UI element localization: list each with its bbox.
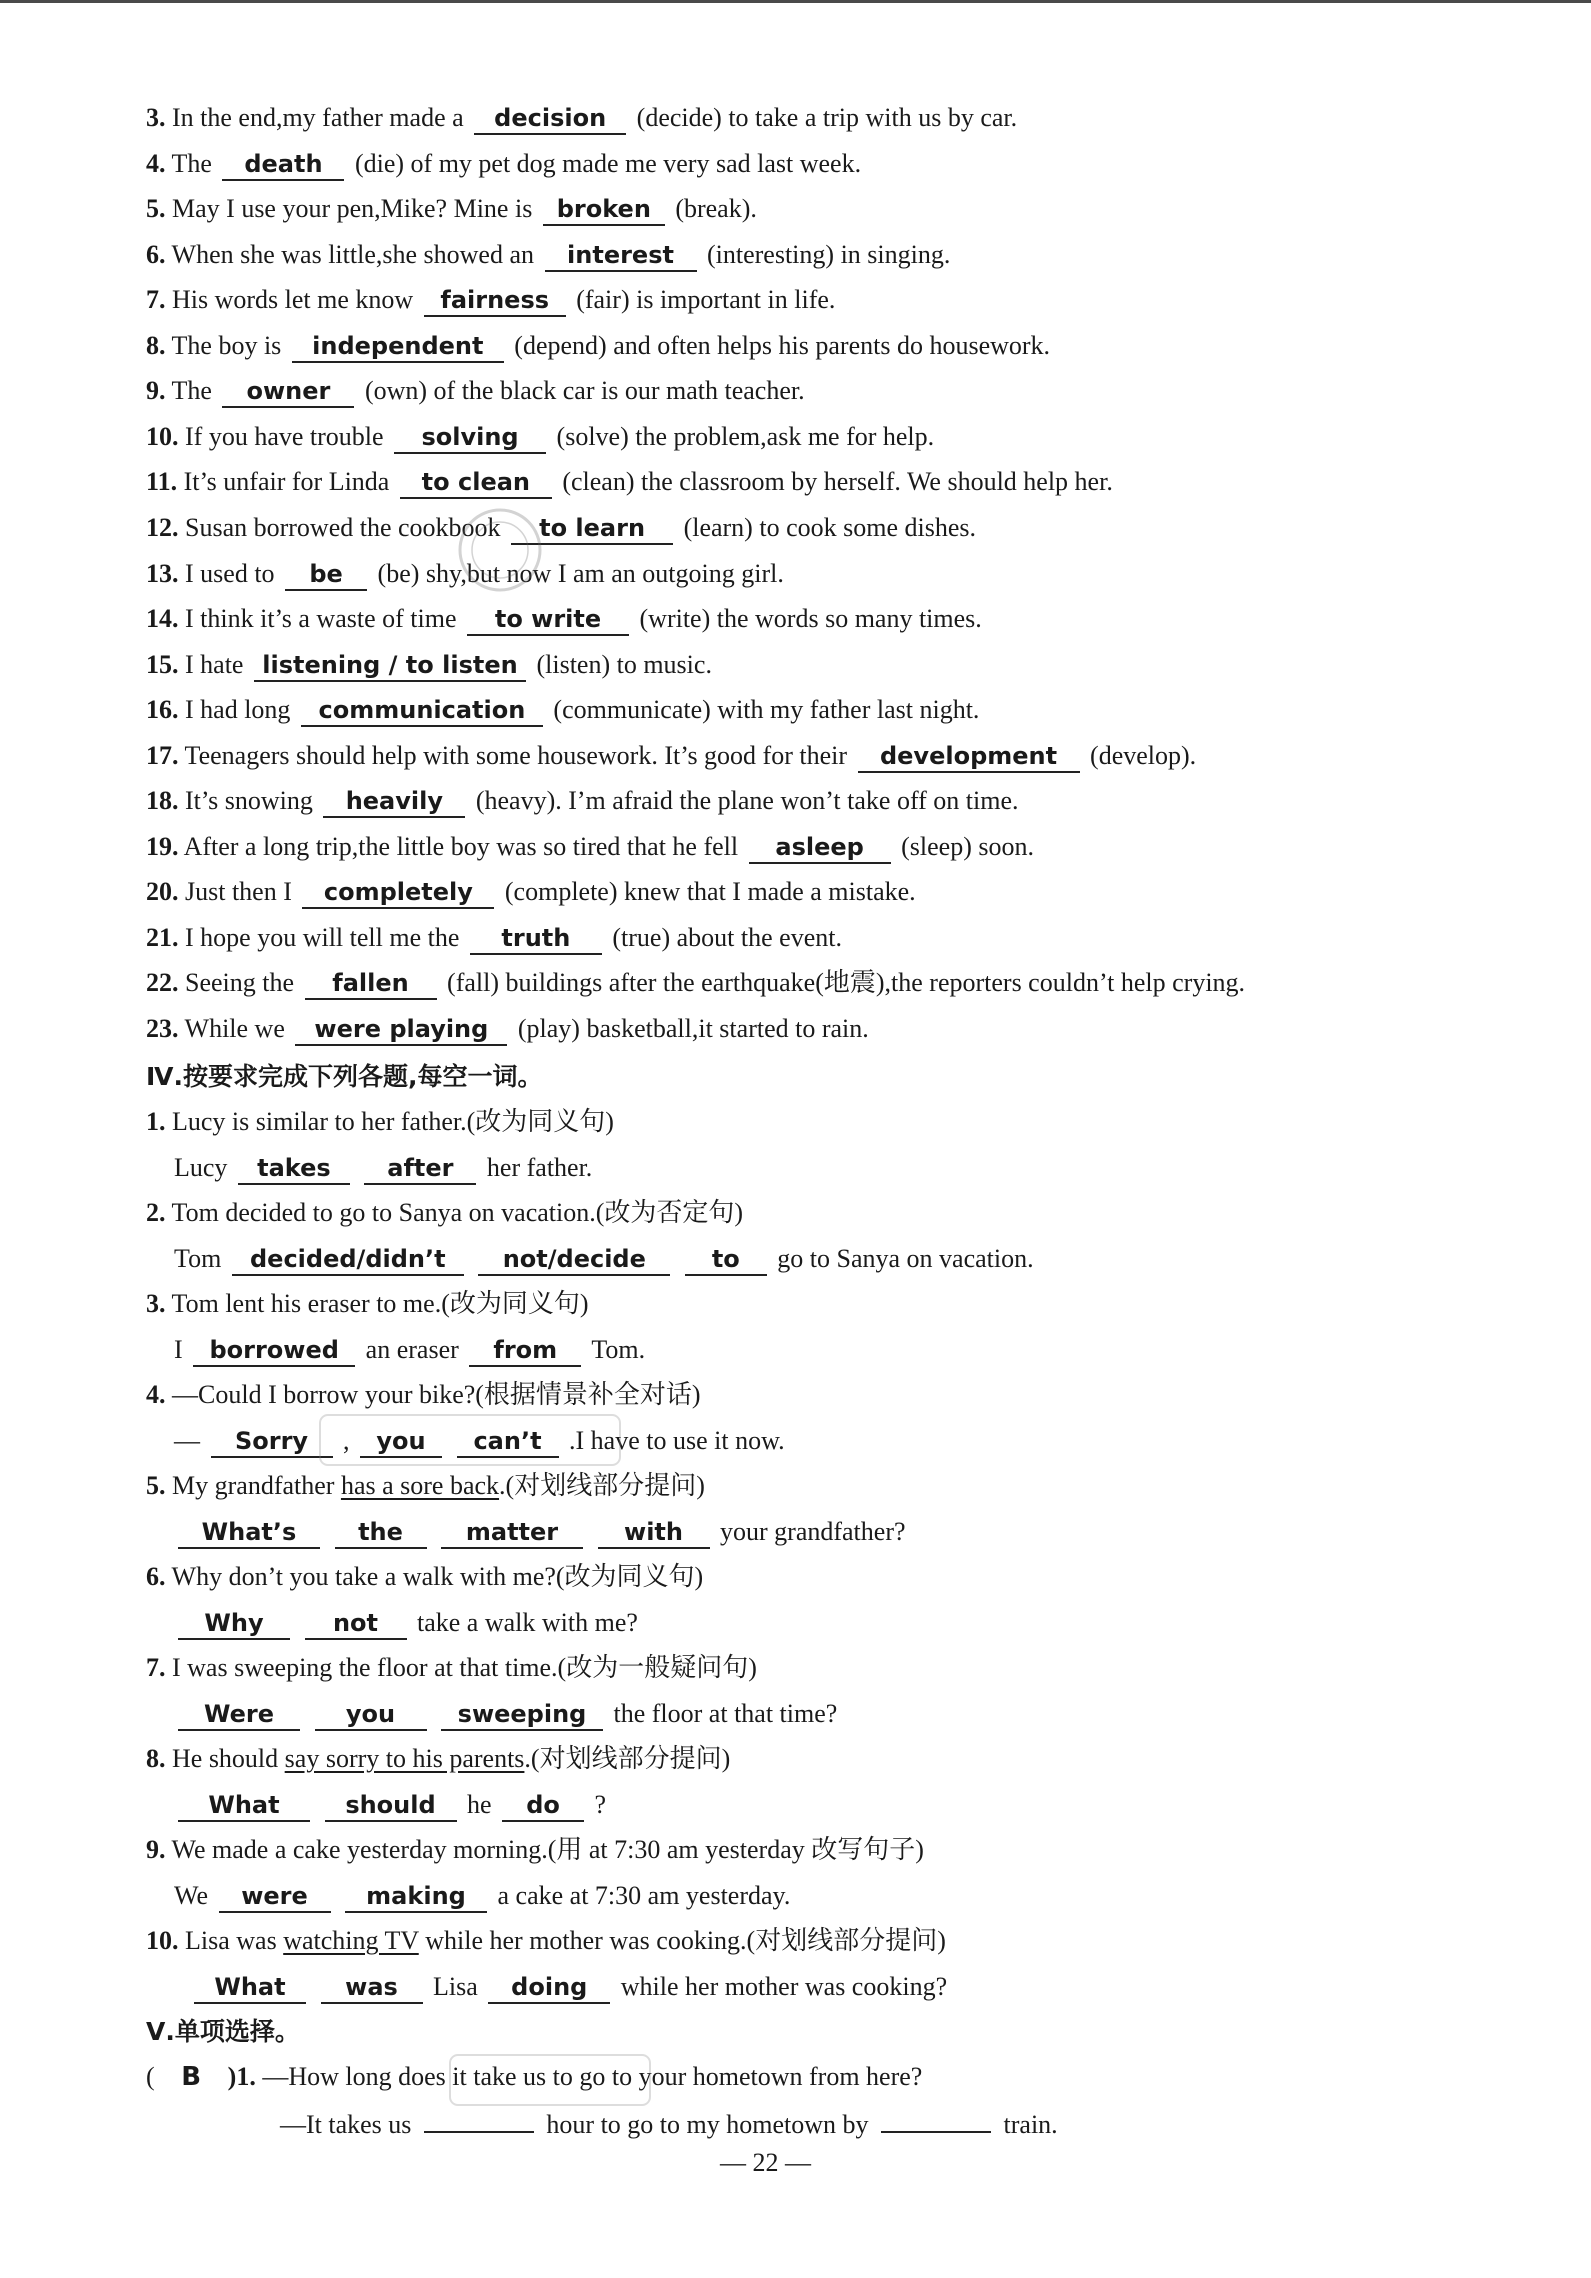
answer-blank: broken — [543, 194, 665, 226]
answer-tail: Tom. — [591, 1335, 646, 1364]
question-text: —How long does it take us to go to your hometown from here? — [262, 2062, 923, 2091]
fill-item — [146, 1011, 869, 1047]
answer-blank: were — [219, 1881, 331, 1913]
answer-tail: .I have to use it now. — [569, 1426, 785, 1455]
question-text: It’s snowing — [185, 786, 313, 815]
fill-item — [146, 191, 757, 227]
question-text: —Could I borrow your bike?(根据情景补全对话) — [172, 1380, 701, 1409]
fill-item — [146, 647, 712, 683]
question-text-post: (learn) to cook some dishes. — [683, 513, 976, 542]
answer-blank: to — [685, 1244, 767, 1276]
s4-q2 — [146, 1195, 743, 1231]
answer-blank: asleep — [749, 832, 891, 864]
fill-item — [146, 874, 916, 910]
question-text-post: (interesting) in singing. — [707, 240, 951, 269]
question-text: I think it’s a waste of time — [185, 604, 457, 633]
s4-q2-answer — [174, 1241, 1034, 1277]
question-text-post: (develop). — [1090, 741, 1197, 770]
question-number: 10. — [146, 1926, 179, 1955]
answer-blank: not/decide — [478, 1244, 670, 1276]
question-text: The — [171, 149, 212, 178]
s4-q1-answer — [174, 1150, 592, 1186]
question-text: I had long — [185, 695, 291, 724]
line2-post: train. — [1003, 2110, 1058, 2139]
question-text-post: (communicate) with my father last night. — [553, 695, 980, 724]
fill-item — [146, 965, 1245, 1001]
question-text-post: (decide) to take a trip with us by car. — [636, 103, 1018, 132]
question-number: 14. — [146, 604, 179, 633]
answer-blank: you — [360, 1426, 442, 1458]
answer-blank: to write — [467, 604, 629, 636]
watermark-icon — [300, 1400, 640, 1480]
section-5-title: Ⅴ.单项选择。 — [146, 2017, 300, 2046]
page-number: — 22 — — [720, 2148, 811, 2177]
answer-blank: fairness — [424, 285, 566, 317]
fill-item — [146, 510, 976, 546]
answer-blank: from — [469, 1335, 581, 1367]
s4-q3-answer — [174, 1332, 645, 1368]
answer-blank: takes — [238, 1153, 350, 1185]
question-text: Seeing the — [185, 968, 295, 997]
s4-q5-answer — [174, 1514, 906, 1550]
answer-blank: to learn — [511, 513, 673, 545]
fill-item — [146, 146, 861, 182]
answer-tail: ? — [594, 1790, 607, 1819]
fill-item — [146, 282, 835, 318]
fill-item — [146, 328, 1050, 364]
question-number: 1. — [146, 1107, 166, 1136]
answer-blank: solving — [394, 422, 546, 454]
answer-blank: to clean — [400, 467, 552, 499]
top-border — [0, 0, 1591, 3]
question-text: After a long trip,the little boy was so tired that he fell — [183, 832, 739, 861]
fill-item — [146, 419, 934, 455]
question-number: 6. — [146, 240, 166, 269]
question-number: 4. — [146, 149, 166, 178]
stamp-seal-icon — [455, 505, 545, 595]
answer-tail: take a walk with me? — [417, 1608, 638, 1637]
answer-tail: the floor at that time? — [613, 1699, 838, 1728]
underlined-part: has a sore back — [340, 1471, 500, 1500]
answer-blank: fallen — [305, 968, 437, 1000]
answer-blank: was — [321, 1972, 423, 2004]
s4-q10 — [146, 1923, 946, 1959]
question-text: I used to — [185, 559, 275, 588]
question-text-post: (sleep) soon. — [901, 832, 1034, 861]
s4-q7 — [146, 1650, 757, 1686]
answer-blank: completely — [302, 877, 494, 909]
question-text-post: (solve) the problem,ask me for help. — [556, 422, 935, 451]
question-text: When she was little,she showed an — [171, 240, 534, 269]
question-number: 21. — [146, 923, 179, 952]
fill-item — [146, 783, 1019, 819]
underlined-part: say sorry to his parents — [284, 1744, 525, 1773]
question-text-post: while her mother was cooking.(对划线部分提问) — [425, 1926, 946, 1955]
question-number: 5. — [146, 1471, 166, 1500]
answer-blank: making — [345, 1881, 487, 1913]
question-text: It’s unfair for Linda — [183, 467, 390, 496]
answer-blank: after — [364, 1153, 476, 1185]
answer-lead: Tom — [174, 1244, 222, 1273]
s4-q8-answer — [174, 1787, 606, 1823]
s5-q1-line2 — [280, 2105, 1058, 2143]
answer-blank: development — [858, 741, 1080, 773]
question-text: May I use your pen,Mike? Mine is — [172, 194, 533, 223]
question-text-post: (true) about the event. — [612, 923, 842, 952]
question-number: 7. — [146, 1653, 166, 1682]
s4-q9 — [146, 1832, 924, 1868]
question-text: I was sweeping the floor at that time.(改为一般疑问句) — [172, 1653, 757, 1682]
answer-mid: he — [467, 1790, 492, 1819]
empty-blank — [881, 2105, 991, 2133]
fill-item — [146, 464, 1113, 500]
answer-blank: listening / to listen — [254, 650, 526, 682]
answer-blank: What — [194, 1972, 306, 2004]
question-text-post: (fair) is important in life. — [576, 285, 836, 314]
answer-blank: truth — [470, 923, 602, 955]
question-text: I hope you will tell me the — [185, 923, 460, 952]
question-number: 5. — [146, 194, 166, 223]
watermark-icon-2 — [440, 2040, 660, 2120]
answer-mid: an eraser — [365, 1335, 459, 1364]
answer-tail: go to Sanya on vacation. — [777, 1244, 1034, 1273]
question-text: I hate — [185, 650, 244, 679]
question-text: If you have trouble — [185, 422, 384, 451]
question-text-post: (be) shy,but now I am an outgoing girl. — [377, 559, 784, 588]
answer-blank: heavily — [323, 786, 465, 818]
question-text-post: (heavy). I’m afraid the plane won’t take off on time. — [475, 786, 1019, 815]
answer-mid: Lisa — [433, 1972, 478, 2001]
answer-blank: borrowed — [193, 1335, 355, 1367]
question-text-post: (clean) the classroom by herself. We should help her. — [562, 467, 1113, 496]
question-text: Tom decided to go to Sanya on vacation.(改为否定句) — [171, 1198, 744, 1227]
question-text-post: (write) the words so many times. — [639, 604, 982, 633]
question-text: Lucy is similar to her father.(改为同义句) — [172, 1107, 614, 1136]
answer-blank: you — [315, 1699, 427, 1731]
line2-mid: hour to go to my hometown by — [546, 2110, 869, 2139]
question-text: Just then I — [185, 877, 292, 906]
answer-blank: interest — [545, 240, 697, 272]
question-text-post: (complete) knew that I made a mistake. — [504, 877, 916, 906]
s4-q1 — [146, 1104, 614, 1140]
fill-item — [146, 100, 1017, 136]
question-number: 12. — [146, 513, 179, 542]
s4-q7-answer — [174, 1696, 837, 1732]
answer-lead: — — [174, 1426, 200, 1455]
section-4-title: Ⅳ.按要求完成下列各题,每空一词。 — [146, 1062, 543, 1091]
answer-blank: doing — [488, 1972, 610, 2004]
question-number: 2. — [146, 1198, 166, 1227]
question-text-post: (own) of the black car is our math teacher. — [364, 376, 805, 405]
fill-item — [146, 829, 1034, 865]
question-number: 9. — [146, 1835, 166, 1864]
s4-q6-answer — [174, 1605, 638, 1641]
question-text-post: (listen) to music. — [536, 650, 712, 679]
question-text-post: (break). — [675, 194, 757, 223]
question-text: Susan borrowed the cookbook — [185, 513, 501, 542]
question-number: 4. — [146, 1380, 166, 1409]
question-number: 6. — [146, 1562, 166, 1591]
question-text: The boy is — [171, 331, 282, 360]
question-number: 7. — [146, 285, 166, 314]
question-text-post: (die) of my pet dog made me very sad last week. — [354, 149, 862, 178]
fill-item — [146, 373, 805, 409]
question-number: 11. — [146, 467, 178, 496]
answer-blank: not — [305, 1608, 407, 1640]
question-number: 15. — [146, 650, 179, 679]
question-text: Why don’t you take a walk with me?(改为同义句) — [171, 1562, 704, 1591]
answer-tail: her father. — [486, 1153, 593, 1182]
answer-blank: Sorry — [211, 1426, 333, 1458]
answer-blank: What’s — [178, 1517, 320, 1549]
question-number: 17. — [146, 741, 179, 770]
question-text-post: (depend) and often helps his parents do housework. — [514, 331, 1051, 360]
question-text: Tom lent his eraser to me.(改为同义句) — [171, 1289, 589, 1318]
question-number: 9. — [146, 376, 166, 405]
s4-q10-answer — [190, 1969, 947, 2005]
answer-blank: What — [178, 1790, 310, 1822]
paren-open: ( — [146, 2062, 155, 2091]
answer-lead: I — [174, 1335, 183, 1364]
question-text: In the end,my father made a — [172, 103, 464, 132]
question-text-post: .(对划线部分提问) — [524, 1744, 731, 1773]
answer-blank: be — [285, 559, 367, 591]
answer-blank: independent — [292, 331, 504, 363]
question-text-post: .(对划线部分提问) — [499, 1471, 705, 1500]
underlined-part: watching TV — [283, 1926, 419, 1955]
question-number: 8. — [146, 1744, 166, 1773]
question-text: Lisa was — [185, 1926, 277, 1955]
answer-blank: Were — [178, 1699, 300, 1731]
question-text: The — [171, 376, 212, 405]
answer-lead: We — [174, 1881, 208, 1910]
question-number: 16. — [146, 695, 179, 724]
question-text: He should — [172, 1744, 279, 1773]
s4-q8 — [146, 1741, 730, 1777]
question-number: 3. — [146, 1289, 166, 1318]
answer-blank: the — [335, 1517, 427, 1549]
fill-item — [146, 920, 842, 956]
question-number: 18. — [146, 786, 179, 815]
answer-blank: were playing — [295, 1014, 507, 1046]
answer-blank: death — [222, 149, 344, 181]
question-text: My grandfather — [172, 1471, 335, 1500]
question-text: While we — [184, 1014, 285, 1043]
question-number: 8. — [146, 331, 166, 360]
question-number: )1. — [227, 2062, 256, 2091]
choice-answer: B — [181, 2062, 202, 2092]
answer-tail: your grandfather? — [720, 1517, 906, 1546]
answer-blank: do — [502, 1790, 584, 1822]
answer-lead: Lucy — [174, 1153, 228, 1182]
answer-blank: decided/didn’t — [232, 1244, 464, 1276]
question-number: 3. — [146, 103, 166, 132]
answer-blank: decision — [474, 103, 626, 135]
answer-blank: owner — [222, 376, 354, 408]
answer-tail: a cake at 7:30 am yesterday. — [497, 1881, 791, 1910]
question-number: 23. — [146, 1014, 179, 1043]
answer-blank: should — [325, 1790, 457, 1822]
line2-pre: —It takes us — [280, 2110, 412, 2139]
s4-q6 — [146, 1559, 703, 1595]
answer-blank: communication — [301, 695, 543, 727]
answer-sep: , — [343, 1426, 350, 1455]
question-text: Teenagers should help with some housework. It’s good for their — [184, 741, 848, 770]
answer-blank: sweeping — [441, 1699, 603, 1731]
question-number: 20. — [146, 877, 179, 906]
answer-blank: can’t — [457, 1426, 559, 1458]
fill-item — [146, 601, 982, 637]
question-text-post: (fall) buildings after the earthquake(地震),the reporters couldn’t help crying. — [447, 968, 1246, 997]
question-text: We made a cake yesterday morning.(用 at 7:30 am yesterday 改写句子) — [171, 1835, 924, 1864]
fill-item — [146, 692, 979, 728]
question-text: His words let me know — [172, 285, 414, 314]
s4-q3 — [146, 1286, 589, 1322]
fill-item — [146, 738, 1196, 774]
question-number: 19. — [146, 832, 179, 861]
answer-blank: with — [598, 1517, 710, 1549]
answer-tail: while her mother was cooking? — [620, 1972, 948, 2001]
answer-blank: matter — [441, 1517, 583, 1549]
question-number: 22. — [146, 968, 179, 997]
fill-item — [146, 237, 950, 273]
s4-q9-answer — [174, 1878, 790, 1914]
question-number: 10. — [146, 422, 179, 451]
answer-blank: Why — [178, 1608, 290, 1640]
question-number: 13. — [146, 559, 179, 588]
question-text-post: (play) basketball,it started to rain. — [517, 1014, 869, 1043]
